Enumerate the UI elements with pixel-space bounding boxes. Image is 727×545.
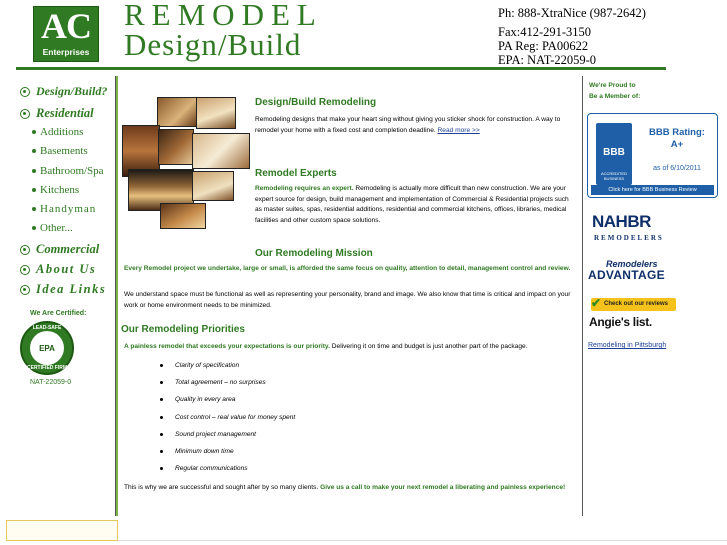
fax-number: Fax:412-291-3150	[498, 25, 592, 39]
checkmark-icon: ✔	[591, 296, 602, 310]
member-heading-line2: Be a Member of:	[589, 93, 641, 100]
section-text-design-build	[255, 115, 575, 136]
nav-sub-label: Bathroom/Spa	[40, 165, 104, 177]
bbb-seal-icon	[596, 123, 632, 185]
closing-cta: Give us a call to make your next remodel a liberating and painless experience!	[320, 484, 566, 491]
nav-idea-links-label: Idea Links	[36, 282, 107, 296]
priorities-text: Delivering it on time and budget is just another part of the package.	[329, 343, 528, 350]
nav-design-build[interactable]	[20, 84, 107, 99]
nav-sub-other[interactable]	[32, 222, 73, 234]
priority-item	[160, 465, 248, 472]
logo-subtext: Enterprises	[42, 47, 90, 57]
priorities-lead: A painless remodel that exceeds your expectations is our priority.	[124, 343, 330, 350]
bullet-dot-icon	[160, 381, 163, 384]
bbb-rating-badge[interactable]	[587, 113, 718, 198]
photo-bathroom	[192, 133, 250, 169]
remodel-experts-text: Remodeling is actually more difficult than new construction. We are your expert source for design, build management and implementation of Commercial & Residential projects such as master suites, spas, residential additions, residential and commercial kitchens, offices, libraries, medical facilities and other custom space solutions.	[255, 185, 569, 224]
bullet-dot-icon	[32, 188, 36, 192]
lead-safe-badge	[20, 321, 74, 375]
photo-living-room	[196, 97, 236, 129]
bullet-circle-icon	[20, 109, 30, 119]
section-title-priorities: Our Remodeling Priorities	[121, 324, 245, 335]
bullet-dot-icon	[160, 433, 163, 436]
nav-sub-kitchens[interactable]	[32, 184, 79, 196]
bullet-dot-icon	[160, 467, 163, 470]
bullet-dot-icon	[32, 226, 36, 230]
section-text-priorities	[124, 342, 576, 353]
priority-label: Clarity of specification	[175, 362, 240, 369]
priority-label: Sound project management	[175, 431, 257, 438]
nav-about-label: About Us	[36, 262, 97, 276]
photo-kitchen	[157, 97, 197, 127]
bullet-dot-icon	[32, 207, 36, 211]
nav-sub-label: Additions	[40, 126, 84, 138]
logo-ac-text: AC	[41, 6, 91, 46]
remodelers-advantage-logo-top[interactable]: Remodelers	[606, 259, 658, 269]
phone-number: Ph: 888-XtraNice (987-2642)	[498, 6, 646, 20]
nav-sub-label: Basements	[40, 145, 88, 157]
header-divider	[16, 67, 666, 70]
bbb-accredited-text: ACCREDITED BUSINESS	[600, 171, 627, 181]
section-text-mission: We understand space must be functional as well as representing your personality, brand and image. We also know that time is critical and impact on your work or home environment needs to be minimized.	[124, 291, 571, 309]
nav-sub-handyman[interactable]	[32, 203, 96, 215]
angies-list-logo[interactable]: Angie's list.	[589, 315, 652, 329]
priority-label: Minimum down time	[175, 448, 234, 455]
bullet-circle-icon	[20, 285, 30, 295]
company-logo[interactable]	[33, 6, 99, 62]
section-lead-mission	[124, 264, 576, 275]
nav-residential-label: Residential	[36, 106, 94, 120]
nav-idea-links[interactable]	[20, 282, 106, 297]
closing-text: This is why we are successful and sought after by so many clients.	[124, 484, 321, 491]
nav-commercial[interactable]	[20, 242, 99, 257]
epa-logo-text: EPA	[39, 344, 55, 353]
bullet-circle-icon	[20, 265, 30, 275]
priority-item	[160, 396, 235, 403]
nav-sub-label: Handyman	[40, 203, 97, 215]
site-title-line1: REMODEL	[124, 0, 323, 32]
photo-wine-cellar	[158, 129, 194, 165]
section-title-mission: Our Remodeling Mission	[255, 248, 373, 259]
bullet-dot-icon	[32, 169, 36, 173]
priority-label: Regular communications	[175, 465, 248, 472]
nav-design-build-label: Design/Build?	[36, 84, 108, 98]
design-build-text: Remodeling designs that make your heart sing without giving you sticker shock for construction. A way to remodel your home with a fixed cost and completion deadline.	[255, 116, 561, 134]
nahbr-logo[interactable]: NAHBR	[592, 212, 651, 231]
section-text-remodel-experts	[255, 184, 577, 226]
left-column-accent	[116, 76, 118, 516]
nav-sub-label: Other...	[40, 222, 73, 234]
bbb-rating-label: BBB Rating:	[649, 127, 705, 138]
bullet-dot-icon	[32, 149, 36, 153]
priority-label: Total agreement – no surprises	[175, 379, 266, 386]
remodelers-advantage-logo[interactable]: ADVANTAGE	[588, 268, 665, 282]
certified-label: We Are Certified:	[30, 310, 87, 317]
bbb-seal-text: BBB	[603, 147, 625, 158]
bullet-dot-icon	[32, 130, 36, 134]
bullet-dot-icon	[160, 416, 163, 419]
site-title-line2: Design/Build	[124, 27, 302, 62]
bbb-rating-text	[638, 127, 716, 151]
bbb-rating-value: A+	[670, 139, 684, 150]
photo-basement	[160, 203, 206, 229]
nav-sub-label: Kitchens	[40, 184, 80, 196]
certification-number: NAT-22059-0	[30, 379, 72, 386]
nav-residential[interactable]	[20, 106, 94, 121]
project-photo-collage	[120, 95, 250, 228]
priority-item	[160, 448, 234, 455]
footer-divider	[118, 540, 727, 541]
nav-sub-basements[interactable]	[32, 145, 88, 157]
footer-badge-frame	[6, 520, 118, 541]
mission-lead: Every Remodel project we undertake, large or small, is afforded the same focus on quality, attention to detail, management control and review.	[124, 265, 571, 272]
priority-label: Cost control – real value for money spent	[175, 414, 296, 421]
closing-paragraph	[124, 483, 576, 494]
nahbr-logo-subtext: REMODELERS	[594, 234, 664, 242]
section-title-remodel-experts: Remodel Experts	[255, 168, 337, 179]
remodel-experts-lead: Remodeling requires an expert.	[255, 185, 354, 192]
nav-sub-additions[interactable]	[32, 126, 83, 138]
nav-sub-bathroom[interactable]	[32, 165, 104, 177]
section-title-design-build: Design/Build Remodeling	[255, 97, 377, 108]
right-column-divider	[582, 76, 583, 516]
check-reviews-button[interactable]: Check out our reviews	[591, 298, 676, 311]
bullet-dot-icon	[160, 450, 163, 453]
member-heading-line1: We're Proud to	[589, 82, 636, 89]
nav-commercial-label: Commercial	[36, 242, 100, 256]
bullet-dot-icon	[160, 364, 163, 367]
pa-registration: PA Reg: PA00622	[498, 39, 589, 53]
epa-number: EPA: NAT-22059-0	[498, 53, 597, 67]
badge-bottom-text: CERTIFIED FIRM	[27, 365, 67, 371]
bullet-circle-icon	[20, 245, 30, 255]
bullet-dot-icon	[160, 398, 163, 401]
member-heading	[589, 80, 640, 102]
remodeling-pittsburgh-link[interactable]: Remodeling in Pittsburgh	[588, 342, 667, 349]
nav-about-us[interactable]	[20, 262, 96, 277]
priority-item	[160, 379, 266, 386]
bbb-review-link[interactable]: Click here for BBB Business Review	[591, 185, 714, 195]
priority-item	[160, 414, 295, 421]
priority-label: Quality in every area	[175, 396, 236, 403]
read-more-link[interactable]: Read more >>	[437, 126, 480, 134]
badge-top-text: LEAD-SAFE	[32, 325, 62, 331]
bbb-rating-date: as of 6/10/2011	[653, 165, 701, 172]
photo-dining	[192, 171, 234, 201]
bullet-circle-icon	[20, 87, 30, 97]
priority-item	[160, 431, 256, 438]
priority-item	[160, 362, 239, 369]
